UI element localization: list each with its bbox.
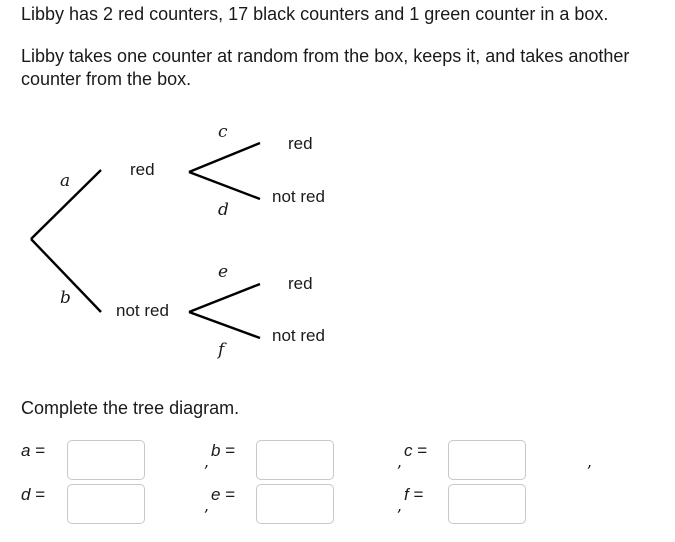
separator-comma: , <box>397 452 403 471</box>
separator-comma: , <box>397 496 403 515</box>
outcome-lower-red: red <box>288 274 313 293</box>
answer-f-input[interactable] <box>448 484 526 524</box>
answer-e-label: e = <box>211 485 236 504</box>
answer-f-label: f = <box>404 485 424 504</box>
branch-e <box>189 284 260 312</box>
answer-d-label: d = <box>21 485 46 504</box>
var-d-label: d <box>218 200 229 220</box>
outcome-first-not-red: not red <box>116 301 169 320</box>
var-b-label: b <box>60 288 71 308</box>
var-c-label: c <box>218 122 228 142</box>
answer-b-input[interactable] <box>256 440 334 480</box>
var-e-label: e <box>218 262 229 282</box>
branch-d <box>189 172 260 199</box>
question-line-1: Libby has 2 red counters, 17 black counters and 1 green counter in a box. <box>21 4 609 24</box>
answer-c-label: c = <box>404 441 428 460</box>
answer-e-input[interactable] <box>256 484 334 524</box>
separator-comma: , <box>204 496 210 515</box>
answer-c-input[interactable] <box>448 440 526 480</box>
var-a-label: a <box>60 171 71 191</box>
var-f-label: f <box>218 340 225 360</box>
question-line-2: Libby takes one counter at random from the box, keeps it, and takes another counter from the box. <box>21 46 630 89</box>
answer-d-input[interactable] <box>67 484 145 524</box>
branch-c <box>189 143 260 172</box>
answer-a-label: a = <box>21 441 46 460</box>
separator-comma: , <box>587 452 593 471</box>
outcome-upper-red: red <box>288 134 313 153</box>
answer-b-label: b = <box>211 441 236 460</box>
separator-comma: , <box>204 452 210 471</box>
outcome-first-red: red <box>130 160 155 179</box>
outcome-upper-not-red: not red <box>272 187 325 206</box>
branch-f <box>189 312 260 338</box>
answer-a-input[interactable] <box>67 440 145 480</box>
instruction-text: Complete the tree diagram. <box>21 398 240 418</box>
outcome-lower-not-red: not red <box>272 326 325 345</box>
